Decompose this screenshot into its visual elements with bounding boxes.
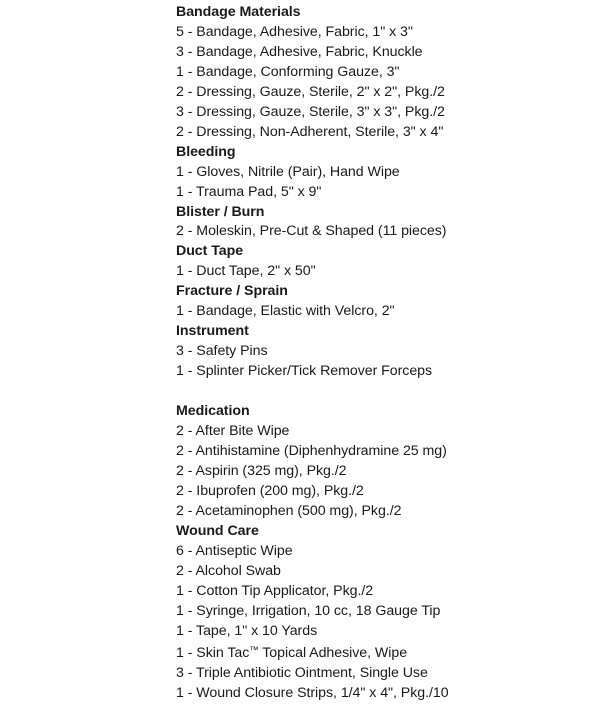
list-item: 6 - Antiseptic Wipe [176,542,293,559]
list-item: 3 - Triple Antibiotic Ointment, Single Use [176,665,428,682]
first-aid-kit-contents-list [176,3,596,704]
list-item: 2 - Dressing, Non-Adherent, Sterile, 3" x 4" [176,123,444,140]
section-heading: Wound Care [176,522,259,539]
section-heading: Blister / Burn [176,203,265,220]
list-item: 2 - Aspirin (325 mg), Pkg./2 [176,462,347,479]
trademark-symbol: ™ [249,645,259,656]
section-heading: Bleeding [176,143,236,160]
list-item: 1 - Skin Tac™ Topical Adhesive, Wipe [176,645,408,662]
list-item: 2 - After Bite Wipe [176,423,290,439]
list-item: 1 - Splinter Picker/Tick Remover Forceps [176,363,433,380]
list-item: 5 - Bandage, Adhesive, Fabric, 1" x 3" [176,23,413,40]
section-spacer [176,382,596,402]
list-item: 2 - Acetaminophen (500 mg), Pkg./2 [176,502,402,519]
list-item: 1 - Wound Closure Strips, 1/4" x 4", Pkg./10 [176,685,449,702]
list-item: 2 - Alcohol Swab [176,562,281,579]
section-heading: Instrument [176,323,249,340]
section-heading: Medication [176,403,250,420]
list-item: 1 - Duct Tape, 2" x 50" [176,263,316,280]
list-item: 1 - Tape, 1" x 10 Yards [176,622,318,639]
list-item: 1 - Bandage, Elastic with Velcro, 2" [176,303,395,320]
list-item: 1 - Trauma Pad, 5" x 9" [176,183,322,200]
list-item: 2 - Dressing, Gauze, Sterile, 2" x 2", Pkg./2 [176,83,445,100]
section-heading: Fracture / Sprain [176,283,288,300]
section-heading: Duct Tape [176,243,244,260]
list-item: 1 - Gloves, Nitrile (Pair), Hand Wipe [176,163,400,180]
list-item: 3 - Bandage, Adhesive, Fabric, Knuckle [176,43,423,60]
section-heading: Bandage Materials [176,4,301,20]
list-item: 3 - Dressing, Gauze, Sterile, 3" x 3", Pkg./2 [176,103,445,120]
list-item: 2 - Ibuprofen (200 mg), Pkg./2 [176,482,364,499]
list-item: 2 - Moleskin, Pre-Cut & Shaped (11 pieces) [176,223,447,240]
list-item: 2 - Antihistamine (Diphenhydramine 25 mg) [176,442,447,459]
list-item: 1 - Cotton Tip Applicator, Pkg./2 [176,582,374,599]
list-item: 1 - Bandage, Conforming Gauze, 3" [176,63,400,80]
list-item: 1 - Syringe, Irrigation, 10 cc, 18 Gauge Tip [176,602,441,619]
list-item: 3 - Safety Pins [176,343,268,360]
